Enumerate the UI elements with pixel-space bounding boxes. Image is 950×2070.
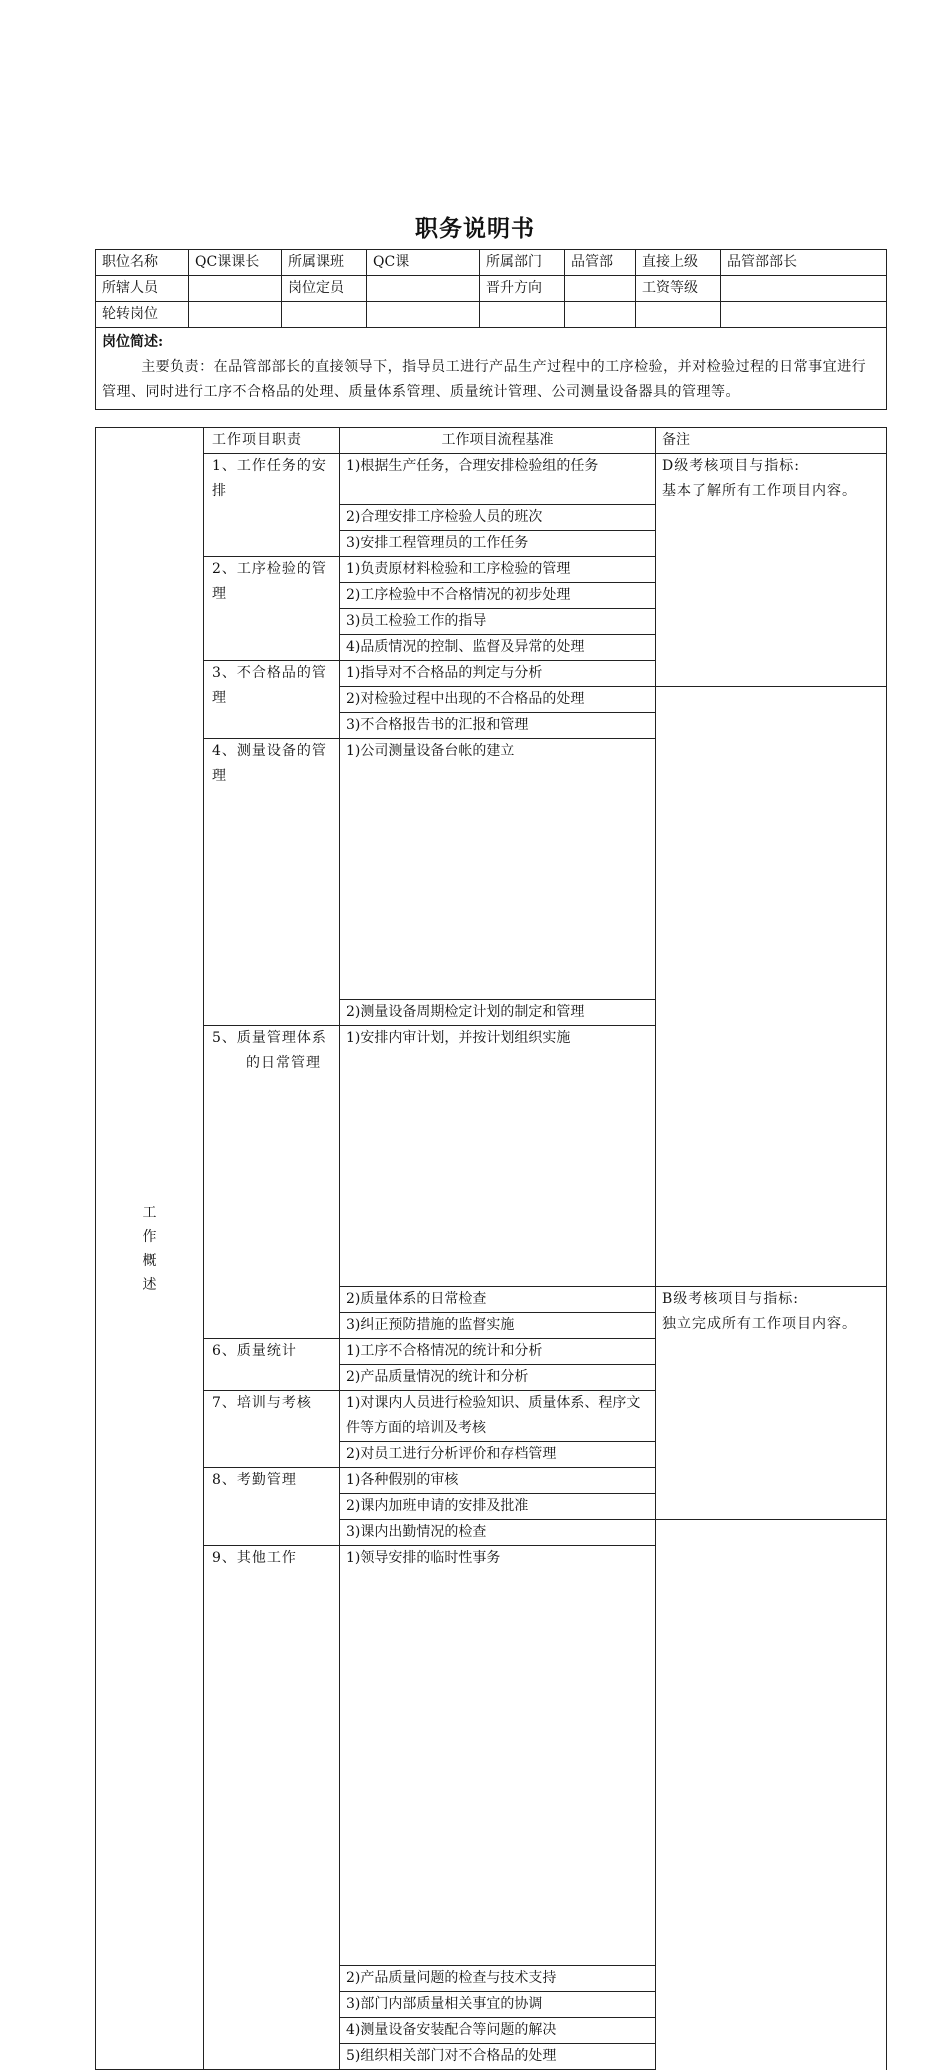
note-d-level: D级考核项目与指标: 基本了解所有工作项目内容。 — [656, 454, 887, 687]
value-department: 品管部 — [565, 250, 636, 276]
label-salary-grade: 工资等级 — [636, 276, 721, 302]
label-department: 所属部门 — [480, 250, 565, 276]
summary-text: 主要负责：在品管部部长的直接领导下，指导员工进行产品生产过程中的工序检验，并对检验过程的日常事宜进行管理、同时进行工序不合格品的处理、质量体系管理、质量统计管理、公司测量设备器具的管理等。 — [102, 359, 867, 400]
value-promotion — [565, 276, 636, 302]
label-rotation: 轮转岗位 — [96, 302, 189, 328]
value-superior: 品管部部长 — [721, 250, 887, 276]
value-headcount — [367, 276, 480, 302]
duty-2: 2、工序检验的管理 — [204, 557, 340, 661]
step-2-4: 4)品质情况的控制、监督及异常的处理 — [340, 635, 656, 661]
col-header-process: 工作项目流程基准 — [340, 428, 656, 454]
duty-8: 8、考勤管理 — [204, 1468, 340, 1546]
step-2-1: 1)负责原材料检验和工序检验的管理 — [340, 557, 656, 583]
step-1-1: 1)根据生产任务，合理安排检验组的任务 — [340, 454, 656, 505]
step-7-1: 1)对课内人员进行检验知识、质量体系、程序文件等方面的培训及考核 — [340, 1391, 656, 1442]
duty-6: 6、质量统计 — [204, 1339, 340, 1391]
label-position-name: 职位名称 — [96, 250, 189, 276]
step-1-3: 3)安排工程管理员的工作任务 — [340, 531, 656, 557]
step-3-2: 2)对检验过程中出现的不合格品的处理 — [340, 687, 656, 713]
header-row-1 — [96, 250, 887, 276]
table-row — [96, 1546, 887, 1966]
header-table — [95, 249, 887, 410]
table-row — [96, 1026, 887, 1287]
step-4-2: 2)测量设备周期检定计划的制定和管理 — [340, 1000, 656, 1026]
summary-row — [96, 328, 887, 410]
duty-9: 9、其他工作 — [204, 1546, 340, 2070]
value-section: QC课 — [367, 250, 480, 276]
col-header-note: 备注 — [656, 428, 887, 454]
step-2-2: 2)工序检验中不合格情况的初步处理 — [340, 583, 656, 609]
label-section: 所属课班 — [282, 250, 367, 276]
label-subordinates: 所辖人员 — [96, 276, 189, 302]
step-9-1: 1)领导安排的临时性事务 — [340, 1546, 656, 1966]
header-row-3 — [96, 302, 887, 328]
duty-5: 5、质量管理体系 的日常管理 — [204, 1026, 340, 1339]
label-superior: 直接上级 — [636, 250, 721, 276]
table-row — [96, 454, 887, 505]
work-overview-label: 工 作 概 述 — [96, 428, 204, 2070]
step-8-3: 3)课内出勤情况的检查 — [340, 1520, 656, 1546]
duty-7: 7、培训与考核 — [204, 1391, 340, 1468]
step-5-2: 2)质量体系的日常检查 — [340, 1287, 656, 1313]
step-9-2: 2)产品质量问题的检查与技术支持 — [340, 1966, 656, 1992]
value-subordinates — [189, 276, 282, 302]
step-8-2: 2)课内加班申请的安排及批准 — [340, 1494, 656, 1520]
duty-1: 1、工作任务的安排 — [204, 454, 340, 557]
step-6-1: 1)工序不合格情况的统计和分析 — [340, 1339, 656, 1365]
label-headcount: 岗位定员 — [282, 276, 367, 302]
duty-4: 4、测量设备的管理 — [204, 739, 340, 1026]
duty-3: 3、不合格品的管理 — [204, 661, 340, 739]
job-summary — [96, 328, 887, 410]
step-8-1: 1)各种假别的审核 — [340, 1468, 656, 1494]
step-7-2: 2)对员工进行分析评价和存档管理 — [340, 1442, 656, 1468]
value-position-name: QC课课长 — [189, 250, 282, 276]
summary-heading: 岗位简述: — [102, 334, 164, 350]
value-salary-grade — [721, 276, 887, 302]
step-3-3: 3)不合格报告书的汇报和管理 — [340, 713, 656, 739]
work-header-row — [96, 428, 887, 454]
header-row-2 — [96, 276, 887, 302]
document-title: 职务说明书 — [415, 215, 535, 242]
work-table — [95, 427, 887, 2070]
step-9-4: 4)测量设备安装配合等问题的解决 — [340, 2018, 656, 2044]
step-3-1: 1)指导对不合格品的判定与分析 — [340, 661, 656, 687]
col-header-duty: 工作项目职责 — [204, 428, 340, 454]
note-b-level: B级考核项目与指标: 独立完成所有工作项目内容。 — [656, 1287, 887, 1520]
step-4-1: 1)公司测量设备台帐的建立 — [340, 739, 656, 1000]
table-row — [96, 739, 887, 1000]
step-1-2: 2)合理安排工序检验人员的班次 — [340, 505, 656, 531]
step-5-3: 3)纠正预防措施的监督实施 — [340, 1313, 656, 1339]
step-2-3: 3)员工检验工作的指导 — [340, 609, 656, 635]
value-rotation-1 — [189, 302, 282, 328]
step-5-1: 1)安排内审计划，并按计划组织实施 — [340, 1026, 656, 1287]
step-9-3: 3)部门内部质量相关事宜的协调 — [340, 1992, 656, 2018]
step-9-5: 5)组织相关部门对不合格品的处理 — [340, 2044, 656, 2070]
step-6-2: 2)产品质量情况的统计和分析 — [340, 1365, 656, 1391]
label-promotion: 晋升方向 — [480, 276, 565, 302]
